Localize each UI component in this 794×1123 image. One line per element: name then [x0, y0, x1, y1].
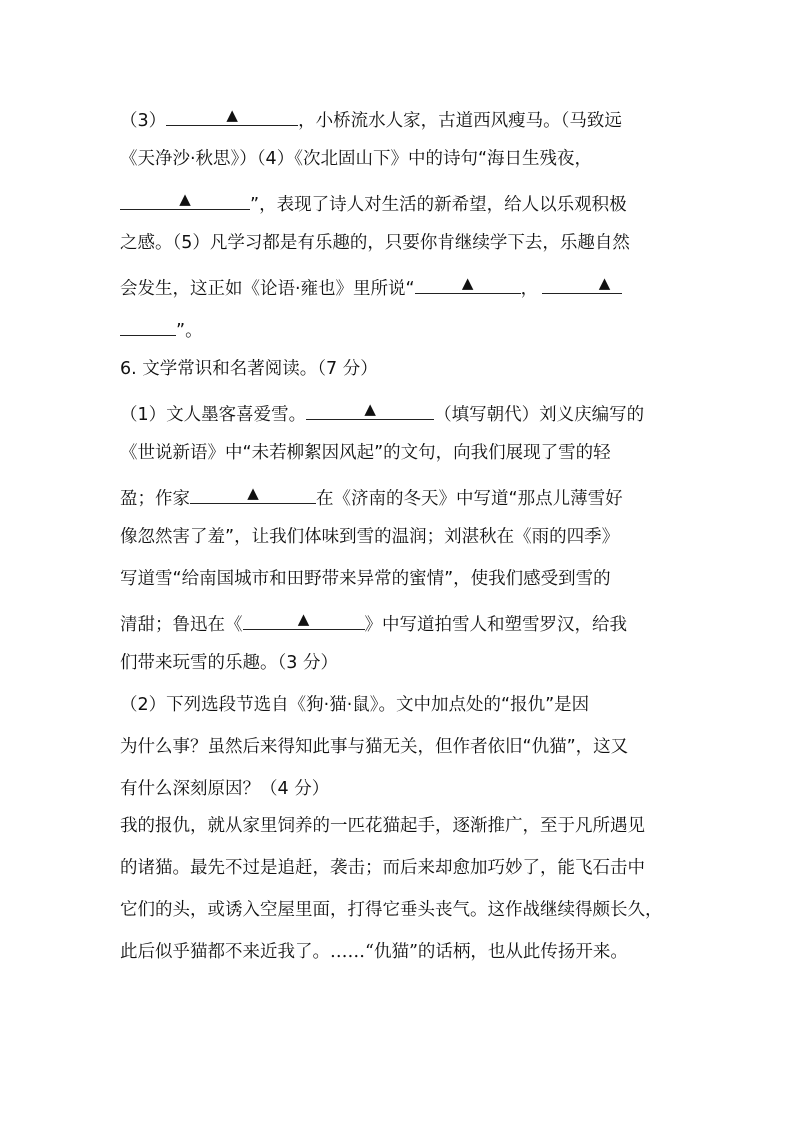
excerpt-line-3: 它们的头，或诱入空屋里面，打得它垂头丧气。这作战继续得颇长久，: [120, 900, 663, 920]
text: ”，表现了诗人对生活的新希望，给人以乐观积极: [250, 195, 627, 215]
text: 盈；作家: [120, 489, 190, 509]
q5-line-6: [120, 315, 203, 343]
excerpt-line-4: 此后似乎猫都不来近我了。……“仇猫”的话柄，也从此传扬开来。: [120, 942, 628, 962]
answer-blank[interactable]: [415, 273, 521, 294]
q5-line-1: [120, 105, 622, 133]
q6-line-5: 写道雪“给南国城市和田野带来异常的蜜情”，使我们感受到雪的: [120, 569, 611, 589]
triangle-icon: ▲: [179, 190, 191, 208]
q5-line-2: 《天净沙·秋思》）（4）《次北固山下》中的诗句“海日生残夜，: [120, 149, 593, 169]
q6-part2-line-2: 为什么事？虽然后来得知此事与猫无关，但作者依旧“仇猫”，这又: [120, 737, 629, 757]
triangle-icon: ▲: [247, 484, 259, 502]
q6-part2-line-1: （2）下列选段节选自《狗·猫·鼠》。文中加点处的“报仇”是因: [120, 695, 590, 715]
answer-blank[interactable]: [120, 315, 176, 336]
answer-blank[interactable]: [120, 189, 250, 210]
answer-blank[interactable]: [306, 399, 434, 420]
text: ，: [520, 279, 539, 299]
answer-blank[interactable]: [243, 609, 365, 630]
text: （3）: [120, 111, 167, 131]
text: 在《济南的冬天》中写道“那点儿薄雪好: [316, 489, 623, 509]
text: ，小桥流水人家，古道西风瘦马。（马致远: [298, 111, 622, 131]
text: ”。: [176, 321, 203, 341]
q6-title: 6. 文学常识和名著阅读。（7 分）: [120, 359, 378, 379]
excerpt-line-2: 的诸猫。最先不过是追赶，袭击；而后来却愈加巧妙了，能飞石击中: [120, 858, 645, 878]
triangle-icon: ▲: [598, 274, 611, 292]
excerpt-line-1: 我的报仇，就从家里饲养的一匹花猫起手，逐渐推广，至于凡所遇见: [120, 816, 645, 836]
q6-line-1: [120, 399, 644, 427]
q6-line-2: 《世说新语》中“未若柳絮因风起”的文句，向我们展现了雪的轻: [120, 443, 611, 463]
answer-blank[interactable]: [542, 273, 622, 294]
triangle-icon: ▲: [461, 274, 474, 292]
text: （填写朝代）刘义庆编写的: [434, 405, 645, 425]
q6-line-3: [120, 483, 623, 511]
text: （1）文人墨客喜爱雪。: [120, 405, 307, 425]
q5-line-4: 之感。（5）凡学习都是有乐趣的，只要你肯继续学下去，乐趣自然: [120, 233, 630, 253]
answer-blank[interactable]: [166, 105, 298, 126]
q6-line-4: 像忽然害了羞”，让我们体味到雪的温润；刘湛秋在《雨的四季》: [120, 527, 620, 547]
answer-blank[interactable]: [190, 483, 316, 504]
triangle-icon: ▲: [364, 400, 376, 418]
q6-line-6: [120, 609, 627, 637]
text: 会发生，这正如《论语·雍也》里所说“: [120, 279, 415, 299]
q6-line-7: 们带来玩雪的乐趣。（3 分）: [120, 653, 338, 673]
triangle-icon: ▲: [297, 610, 310, 628]
triangle-icon: ▲: [226, 106, 238, 124]
q5-line-3: [120, 189, 627, 217]
q5-line-5: [120, 273, 622, 301]
text: 清甜；鲁迅在《: [120, 615, 243, 635]
q6-part2-line-3: 有什么深刻原因？（4 分）: [120, 779, 330, 799]
text: 》中写道拍雪人和塑雪罗汉，给我: [364, 615, 627, 635]
